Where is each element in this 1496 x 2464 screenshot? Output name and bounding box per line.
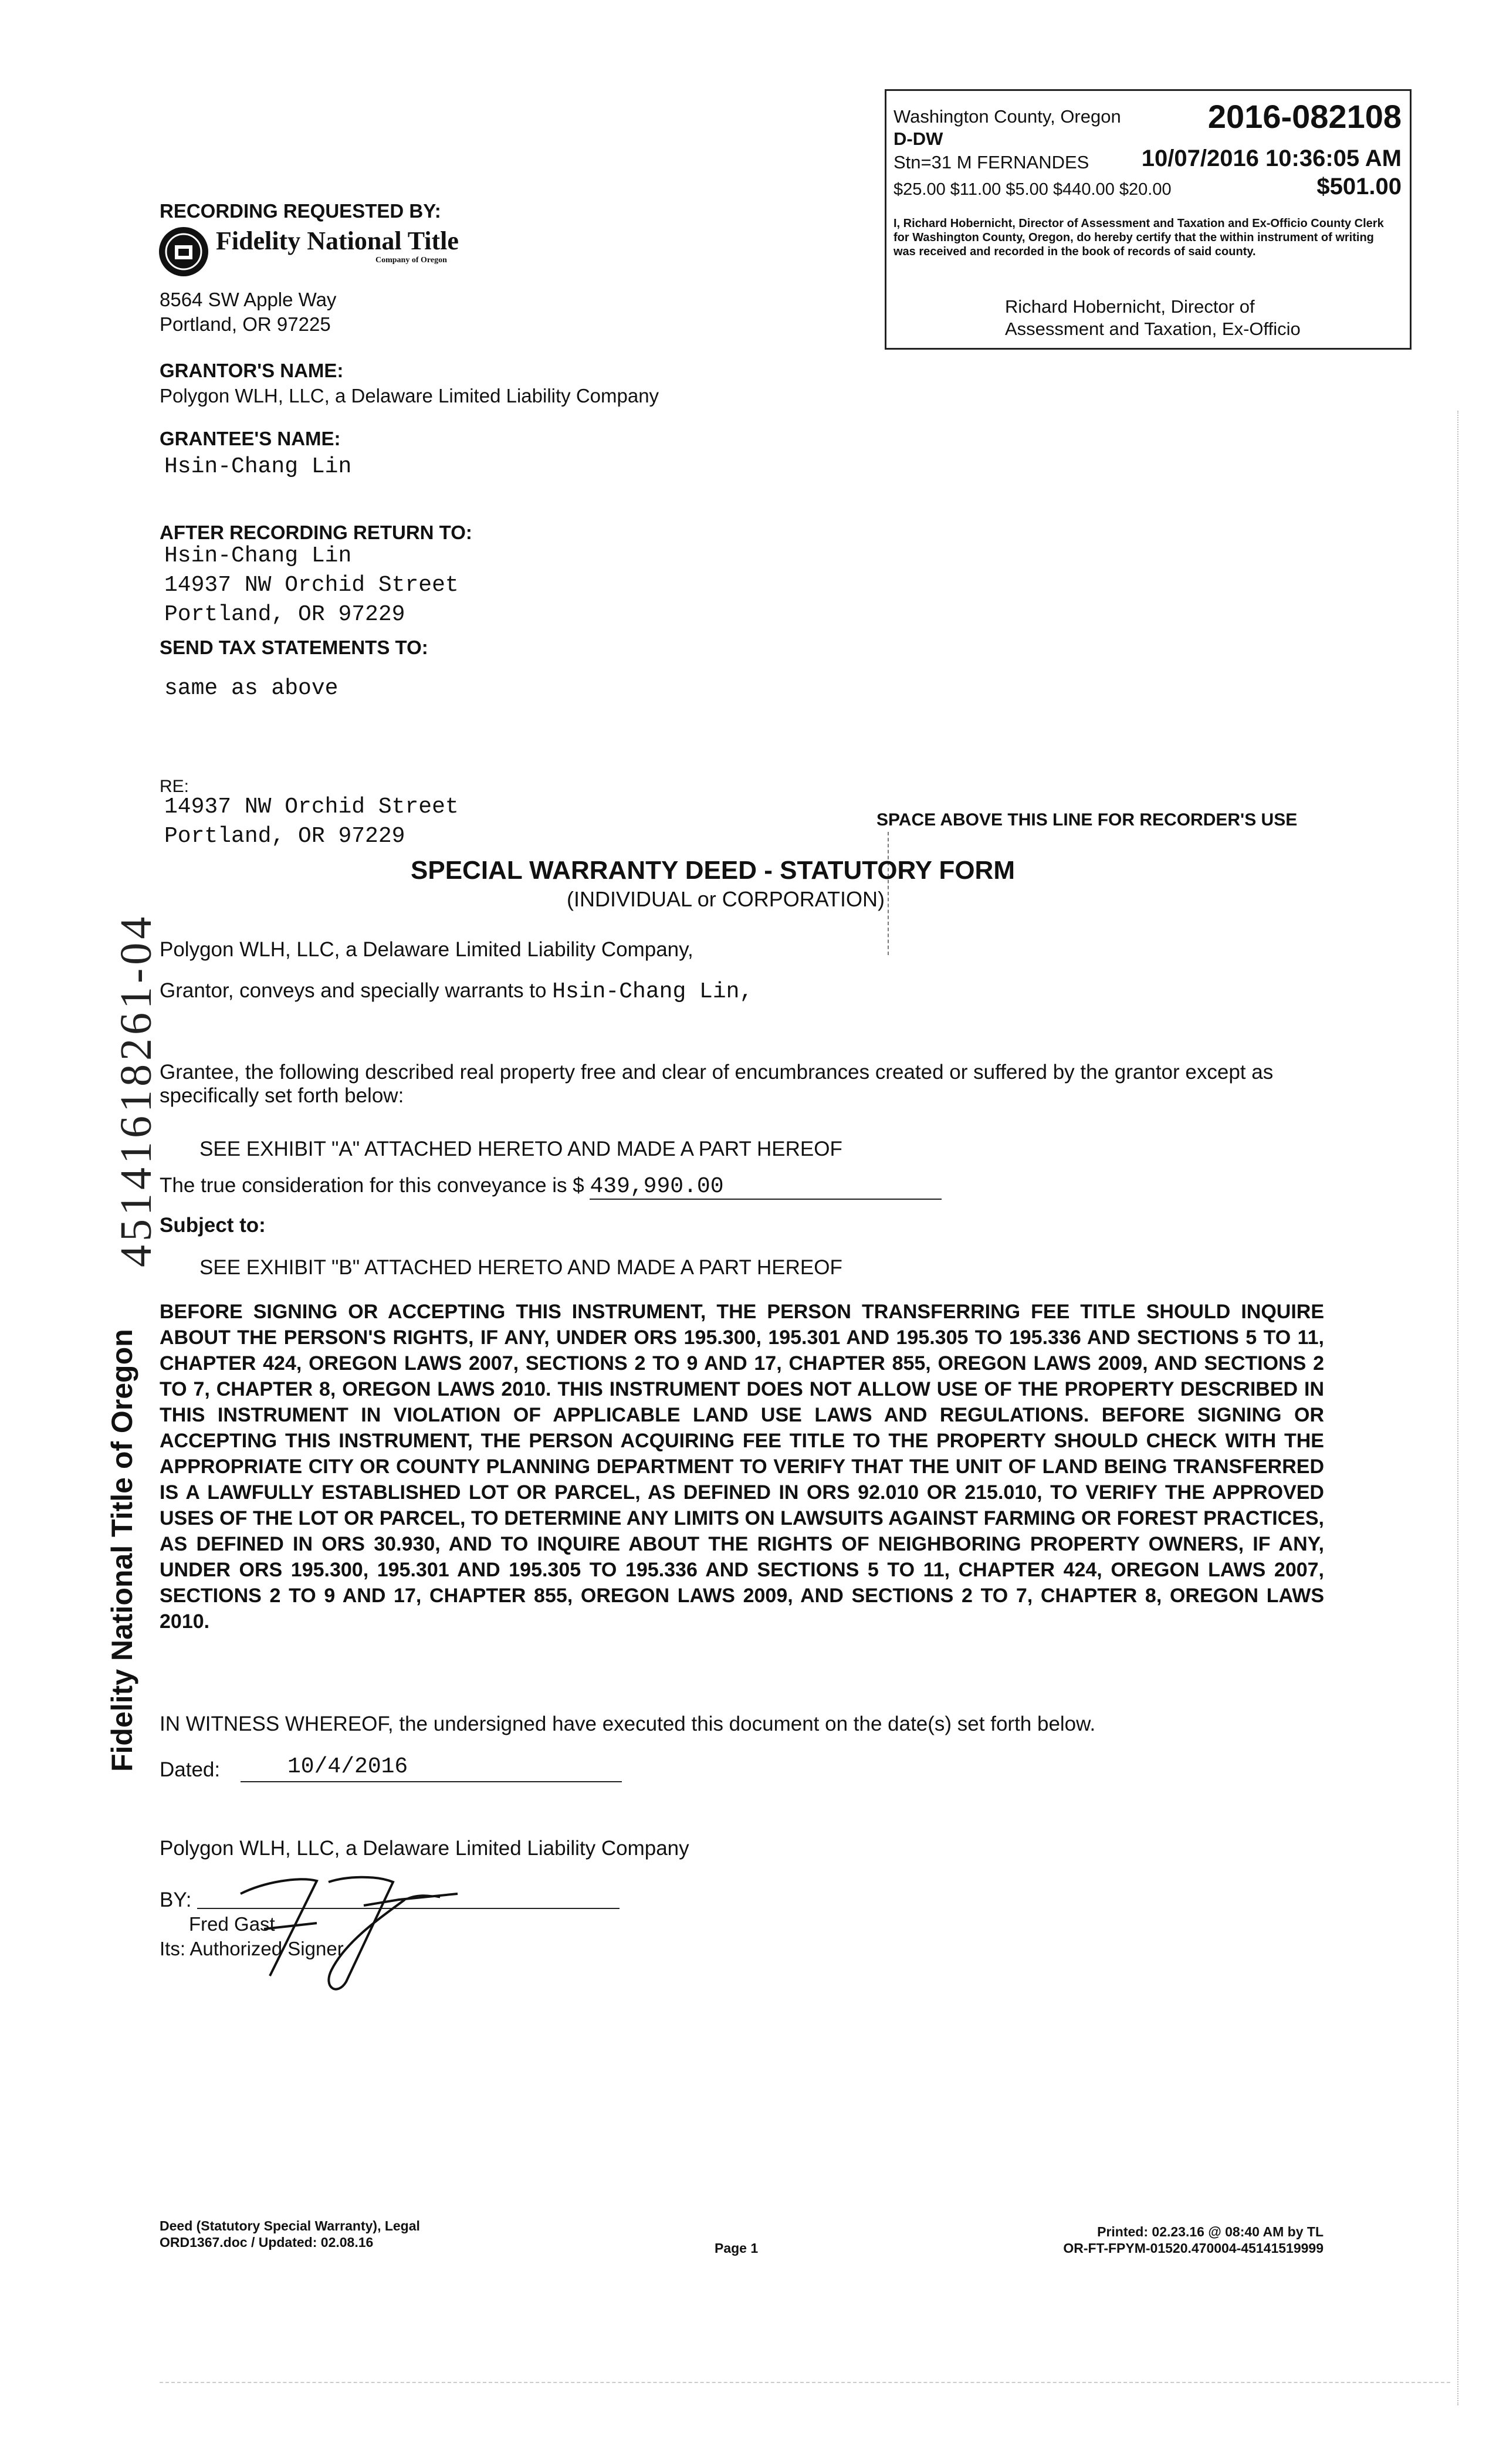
side-company-text: Fidelity National Title of Oregon	[106, 1329, 138, 1772]
recorder-use-divider	[888, 832, 889, 955]
side-handwritten-number: 45141618261-04	[111, 913, 161, 1267]
deed-dated-value: 10/4/2016	[241, 1753, 622, 1782]
tax-statements-value: same as above	[164, 676, 339, 701]
recorder-fees: $25.00 $11.00 $5.00 $440.00 $20.00	[893, 180, 1172, 199]
grantee-name: Hsin-Chang Lin	[164, 454, 352, 479]
deed-conveys-text: Grantor, conveys and specially warrants to	[160, 979, 547, 1002]
deed-grantor-line: Polygon WLH, LLC, a Delaware Limited Liability Company,	[160, 938, 693, 961]
fidelity-company-name: Fidelity National Title	[216, 226, 459, 255]
recorder-county: Washington County, Oregon	[893, 106, 1121, 127]
deed-consideration-text: The true consideration for this conveyance is $	[160, 1174, 584, 1197]
re-line1: 14937 NW Orchid Street	[164, 794, 459, 820]
return-to-line3: Portland, OR 97229	[164, 602, 405, 627]
grantee-label: GRANTEE'S NAME:	[160, 428, 341, 449]
recorder-station: Stn=31 M FERNANDES	[893, 152, 1089, 172]
requested-address-line1: 8564 SW Apple Way	[160, 289, 337, 310]
deed-consideration-amount: 439,990.00	[590, 1175, 942, 1200]
return-to-line1: Hsin-Chang Lin	[164, 543, 352, 568]
recording-requested-label: RECORDING REQUESTED BY:	[160, 200, 441, 222]
re-line2: Portland, OR 97229	[164, 824, 405, 849]
signer-company: Polygon WLH, LLC, a Delaware Limited Liability Company	[160, 1837, 689, 1860]
return-to-line2: 14937 NW Orchid Street	[164, 573, 459, 598]
scan-edge-mark	[1457, 411, 1458, 2405]
footer-left-line2: ORD1367.doc / Updated: 02.08.16	[160, 2235, 374, 2250]
recorder-stamp-box	[885, 89, 1412, 350]
deed-title: SPECIAL WARRANTY DEED - STATUTORY FORM	[411, 856, 1015, 885]
deed-exhibit-b: SEE EXHIBIT "B" ATTACHED HERETO AND MADE A PART HEREOF	[199, 1256, 842, 1279]
deed-dated-label: Dated:	[160, 1758, 221, 1781]
deed-witness: IN WITNESS WHEREOF, the undersigned have executed this document on the date(s) set forth below.	[160, 1712, 1096, 1735]
grantor-label: GRANTOR'S NAME:	[160, 360, 344, 381]
recorder-datetime: 10/07/2016 10:36:05 AM	[1141, 145, 1402, 171]
deed-grantee-clause: Grantee, the following described real property free and clear of encumbrances created or suffered by the grantor except as specifically set forth below:	[160, 1061, 1274, 1107]
deed-consideration-line	[160, 1173, 942, 1200]
tax-statements-label: SEND TAX STATEMENTS TO:	[160, 637, 428, 658]
recorder-signer-line2: Assessment and Taxation, Ex-Officio	[1005, 319, 1301, 339]
recorder-certification: I, Richard Hobernicht, Director of Assessment and Taxation and Ex-Officio County Clerk for Washington County, Oregon, do hereby certify that the within instrument of writing was received and recorded in the book of records of said county.	[893, 217, 1384, 258]
deed-subject-to: Subject to:	[160, 1214, 266, 1237]
deed-conveys-line	[160, 979, 753, 1004]
footer-right-line2: OR-FT-FPYM-01520.470004-45141519999	[1063, 2240, 1324, 2256]
recorder-use-notice: SPACE ABOVE THIS LINE FOR RECORDER'S USE	[876, 810, 1298, 830]
deed-subtitle: (INDIVIDUAL or CORPORATION)	[567, 887, 885, 911]
signer-name: Fred Gast	[189, 1913, 275, 1935]
recorder-total: $501.00	[1316, 174, 1402, 199]
fidelity-company-sub: Company of Oregon	[375, 256, 447, 265]
grantor-name: Polygon WLH, LLC, a Delaware Limited Liability Company	[160, 385, 659, 407]
footer-left-line1: Deed (Statutory Special Warranty), Legal	[160, 2218, 420, 2233]
recorder-signer-line1: Richard Hobernicht, Director of	[1005, 296, 1255, 317]
recorder-document-number: 2016-082108	[1207, 98, 1402, 135]
footer-page-number: Page 1	[715, 2240, 759, 2256]
recorder-doc-type: D-DW	[893, 128, 943, 149]
signer-title: Its: Authorized Signer	[160, 1938, 344, 1959]
fidelity-seal-icon	[157, 225, 210, 278]
deed-exhibit-a: SEE EXHIBIT "A" ATTACHED HERETO AND MADE A PART HEREOF	[199, 1138, 842, 1160]
deed-grantee-name: Hsin-Chang Lin,	[552, 979, 753, 1004]
footer-right-line1: Printed: 02.23.16 @ 08:40 AM by TL	[1097, 2224, 1324, 2239]
requested-address-line2: Portland, OR 97225	[160, 313, 331, 335]
re-label: RE:	[160, 777, 189, 796]
return-to-label: AFTER RECORDING RETURN TO:	[160, 522, 472, 543]
signature-by-label: BY:	[160, 1888, 192, 1911]
deed-statutory-notice: BEFORE SIGNING OR ACCEPTING THIS INSTRUMENT, THE PERSON TRANSFERRING FEE TITLE SHOULD INQUIRE ABOUT THE PERSON'S RIGHTS, IF ANY, UNDER ORS 195.300, 195.301 AND 195.305 TO 195.336 AND SECTIONS 5 TO 11, CHAPTER 424, OREGON LAWS 2007, SECTIONS 2 TO 9 AND 17, CHAPTER 855, OREGON LAWS 2009, AND SECTIONS 2 TO 7, CHAPTER 8, OREGON LAWS 2010. THIS INSTRUMENT DOES NOT ALLOW USE OF THE PROPERTY DESCRIBED IN THIS INSTRUMENT IN VIOLATION OF APPLICABLE LAND USE LAWS AND REGULATIONS. BEFORE SIGNING OR ACCEPTING THIS INSTRUMENT, THE PERSON ACQUIRING FEE TITLE TO THE PROPERTY SHOULD CHECK WITH THE APPROPRIATE CITY OR COUNTY PLANNING DEPARTMENT TO VERIFY THAT THE UNIT OF LAND BEING TRANSFERRED IS A LAWFULLY ESTABLISHED LOT OR PARCEL, AS DEFINED IN ORS 92.010 OR 215.010, TO VERIFY THE APPROVED USES OF THE LOT OR PARCEL, TO DETERMINE ANY LIMITS ON LAWSUITS AGAINST FARMING OR FOREST PRACTICES, AS DEFINED IN ORS 30.930, AND TO INQUIRE ABOUT THE RIGHTS OF NEIGHBORING PROPERTY OWNERS, IF ANY, UNDER ORS 195.300, 195.301 AND 195.305 TO 195.336 AND SECTIONS 5 TO 11, CHAPTER 424, OREGON LAWS 2007, SECTIONS 2 TO 9 AND 17, CHAPTER 855, OREGON LAWS 2009, AND SECTIONS 2 TO 7, CHAPTER 8, OREGON LAWS 2010.	[160, 1301, 1324, 1633]
bottom-scan-line	[160, 2382, 1450, 2383]
